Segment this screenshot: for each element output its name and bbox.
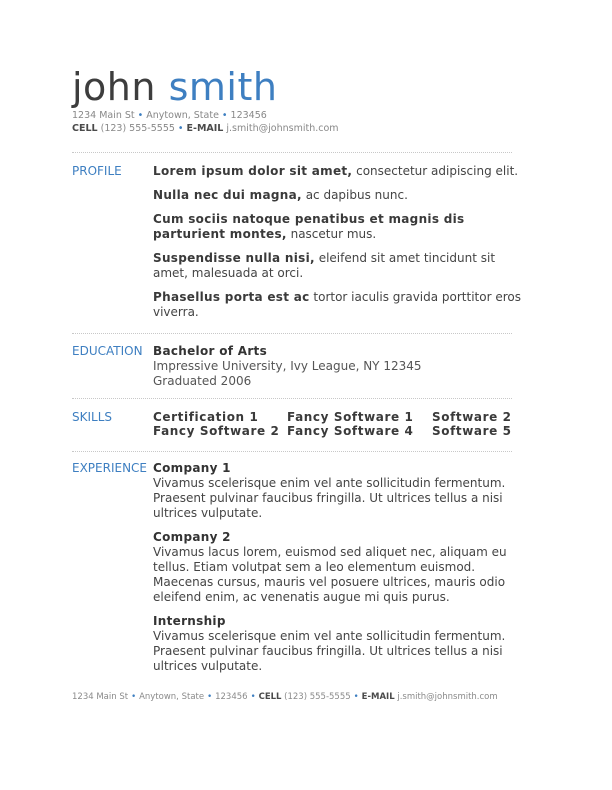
job-title: Internship (153, 614, 226, 628)
job-entry (153, 461, 523, 521)
skill-item: Software 5 (432, 424, 512, 438)
graduation-year: Graduated 2006 (153, 374, 252, 388)
job-title: Company 1 (153, 461, 231, 475)
profile-item: Lorem ipsum dolor sit amet, consectetur adipiscing elit. (153, 164, 519, 178)
footer-address: 1234 Main St (72, 692, 129, 702)
footer-contact (72, 692, 542, 702)
education-content (153, 344, 523, 389)
job-title: Company 2 (153, 530, 231, 544)
school: Impressive University, Ivy League, NY 12345 (153, 359, 422, 373)
separator-dot: • (137, 110, 144, 121)
experience-content (153, 461, 523, 683)
skill-item: Fancy Software 2 (153, 424, 280, 438)
profile-content (153, 164, 523, 329)
footer-email[interactable]: j.smith@johnsmith.com (397, 692, 498, 702)
zip-code: 123456 (230, 110, 267, 121)
cell-label: CELL (72, 122, 98, 134)
skill-item: Certification 1 (153, 410, 259, 424)
footer-cell-label: CELL (258, 692, 282, 702)
job-entry (153, 614, 523, 674)
profile-item: Suspendisse nulla nisi, eleifend sit amet tincidunt sit amet, malesuada at orci. (153, 251, 496, 280)
city-state: Anytown, State (146, 110, 219, 121)
address-line (72, 110, 532, 123)
footer-zip: 123456 (215, 692, 248, 702)
section-divider (72, 398, 512, 399)
email-address[interactable]: j.smith@johnsmith.com (226, 122, 339, 134)
separator-dot: • (250, 692, 256, 702)
skill-item: Fancy Software 4 (287, 424, 414, 438)
degree: Bachelor of Arts (153, 344, 268, 358)
profile-item: Phasellus porta est ac tortor iaculis gravida porttitor eros viverra. (153, 290, 521, 319)
education-label: EDUCATION (72, 344, 143, 358)
footer-cell: (123) 555-5555 (284, 692, 351, 702)
street-address: 1234 Main St (72, 110, 135, 121)
section-divider (72, 152, 512, 153)
profile-item: Cum sociis natoque penatibus et magnis dis parturient montes, nascetur mus. (153, 212, 465, 241)
first-name: john (72, 65, 156, 109)
candidate-name (72, 64, 532, 110)
separator-dot: • (177, 122, 184, 134)
profile-label: PROFILE (72, 164, 122, 178)
separator-dot: • (131, 692, 137, 702)
resume-header (72, 64, 532, 135)
section-divider (72, 451, 512, 452)
phone-email-line (72, 123, 532, 136)
last-name: smith (168, 65, 278, 109)
separator-dot: • (207, 692, 213, 702)
cell-number: (123) 555-5555 (100, 122, 175, 134)
separator-dot: • (353, 692, 359, 702)
footer-city: Anytown, State (139, 692, 205, 702)
skills-label: SKILLS (72, 410, 113, 424)
job-description: Vivamus scelerisque enim vel ante sollicitudin fermentum. Praesent pulvinar faucibus fringilla. Ut ultrices tellus a nisi ultrices vulputate. (153, 476, 506, 520)
separator-dot: • (221, 110, 228, 121)
job-description: Vivamus lacus lorem, euismod sed aliquet nec, aliquam eu tellus. Etiam volutpat sem a leo elementum euismod. Maecenas cursus, mauris vel posuere ultrices, mauris odio eleifend enim, ac venenatis augue mi quis purus. (153, 545, 507, 604)
footer-email-label: E-MAIL (361, 692, 395, 702)
email-label: E-MAIL (186, 122, 224, 134)
profile-item: Nulla nec dui magna, ac dapibus nunc. (153, 188, 408, 202)
section-divider (72, 333, 512, 334)
experience-label: EXPERIENCE (72, 461, 148, 475)
job-description: Vivamus scelerisque enim vel ante sollicitudin fermentum. Praesent pulvinar faucibus fringilla. Ut ultrices tellus a nisi ultrices vulputate. (153, 629, 506, 673)
skill-item: Fancy Software 1 (287, 410, 414, 424)
skill-item: Software 2 (432, 410, 512, 424)
job-entry (153, 530, 523, 605)
